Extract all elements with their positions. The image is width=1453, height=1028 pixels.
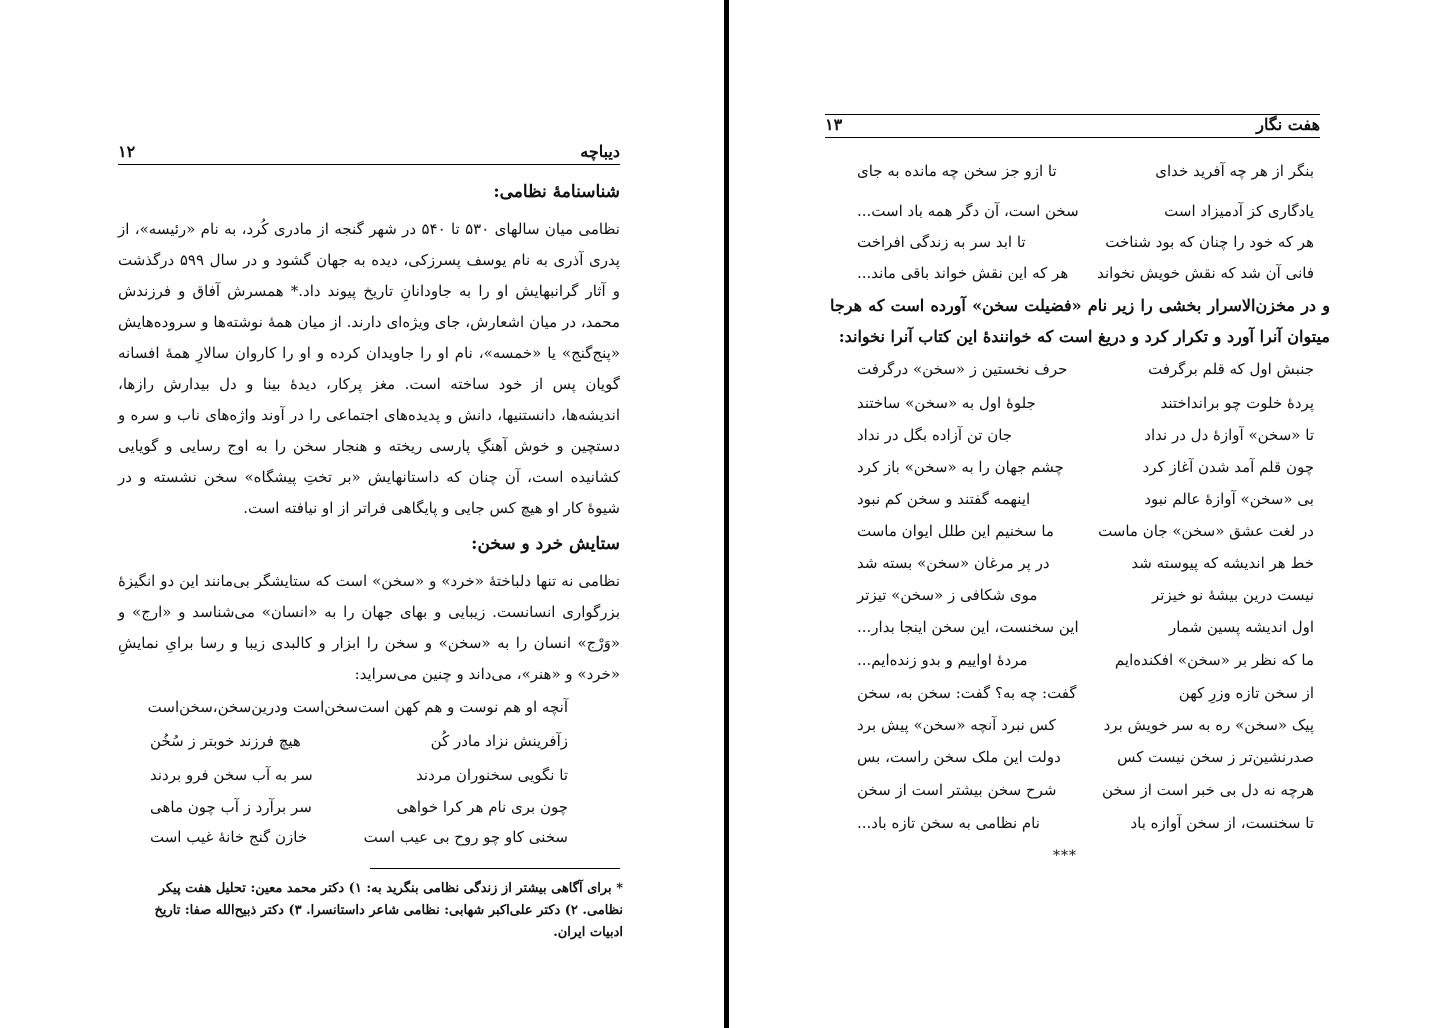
- hemistich: هیچ فرزند خوبتر ز سُخُن: [150, 732, 301, 750]
- couplet: [857, 156, 1314, 187]
- hemistich: بی «سخن» آوازهٔ عالم نبود: [1144, 490, 1314, 508]
- hemistich: چون قلم آمد شدن آغاز کرد: [1142, 458, 1314, 476]
- right-page: [730, 0, 1453, 1028]
- couplet: [857, 742, 1314, 773]
- couplet: [857, 258, 1314, 289]
- hemistich: حرف نخستین ز «سخن» درگرفت: [857, 360, 1068, 378]
- hemistich: پیک «سخن» ره به سر خویش برد: [1103, 716, 1314, 734]
- hemistich: نیست درین بیشهٔ نو خیزتر: [1152, 586, 1314, 604]
- section-title-praise: ستایش خرد و سخن:: [471, 534, 620, 554]
- couplet: [857, 808, 1314, 839]
- couplet: [857, 612, 1314, 643]
- couplet: [857, 548, 1314, 579]
- hemistich: هرچه نه دل بی خبر است از سخن: [1102, 781, 1314, 799]
- couplet: [857, 227, 1314, 258]
- praise-paragraph: نظامی نه تنها دلباختهٔ «خرد» و «سخن» است که ستایشگر بی‌مانند این دو انگیزهٔ بزرگواری انسانست. زیبایی و بهای جهان را به «انسان» می‌شناسد و «ارج» و «وَرْج» انسان را به «سخن» و سخن را ابزار و کالبدی زیبا و رسا برایِ نمایشِ «خرد» و «هنر»، می‌داند و چنین می‌سراید:: [118, 572, 620, 683]
- hemistich: سر برآرد ز آب چون ماهی: [150, 798, 312, 816]
- hemistich: خط هر اندیشه که پیوسته شد: [1131, 554, 1314, 572]
- hemistich: جان تن آزاده بگل در نداد: [857, 426, 1013, 444]
- couplet: [857, 580, 1314, 611]
- couplet: [150, 792, 568, 823]
- hemistich: در لغت عشق «سخن» جان ماست: [1098, 522, 1314, 540]
- hemistich: شرح سخن بیشتر است از سخن: [857, 781, 1057, 799]
- hemistich: فانی آن شد که نقش خویش نخواند: [1097, 264, 1314, 282]
- hemistich: خازن گنج خانهٔ غیب است: [150, 828, 308, 846]
- hemistich: جلوهٔ اول به «سخن» ساختند: [857, 394, 1036, 412]
- hemistich: تا «سخن» آوازهٔ دل در نداد: [1144, 426, 1314, 444]
- couplet: [857, 775, 1314, 806]
- hemistich: جنبش اول که قلم برگرفت: [1148, 360, 1314, 378]
- hemistich: چشم جهان را به «سخن» باز کرد: [857, 458, 1064, 476]
- hemistich: چون بری نام هر کرا خواهی: [396, 798, 568, 816]
- hemistich: پردهٔ خلوت چو برانداختند: [1160, 394, 1314, 412]
- hemistich: سخنی کاو چو روح بی عیب است: [363, 828, 568, 846]
- left-running-title: دیباچه: [580, 142, 620, 161]
- hemistich: صدرنشین‌تر ز سخن نیست کس: [1117, 748, 1314, 766]
- hemistich: بنگر از هر چه آفرید خدای: [1155, 162, 1314, 180]
- couplet: [857, 354, 1314, 385]
- couplet: [857, 388, 1314, 419]
- biography-paragraph: نظامی میان سالهای ۵۳۰ تا ۵۴۰ در شهر گنجه از مادری کُرد، به نام «رئیسه»، از پدری آذری به نام یوسف پسرزکی، دیده به جهان گشود و در سال ۵۹۹ درگذشت و آثار گرانبهایش او را به جاودانانِ تاریخ پیوند داد.* همسرش آفاق و فرزندش محمد، در میان اشعارش، جای ویژه‌ای دارند. از میان همهٔ نوشته‌ها و سروده‌هایش «پنج‌گنج» یا «خمسه»، نام او را جاویدان کرده و او را کاروان سالارِ همهٔ افسانه گویان پس از خود ساخته است. مغز پرکار، دیدهٔ بینا و دل بیدارش رازها، اندیشه‌ها، دانستنیها، دانش و پدیده‌های اجتماعی را در آوند واژه‌های ناب و سره و دستچین و خوش آهنگِ پارسی ریخته و هنجار سخن را به اوج رسایی و گویایی کشانیده است، آن چنان که داستانهایش «بر تختِ پیشگاه» سخن نشسته و در شیوهٔ کار او هیچ کس جایی و پایگاهی فراتر از او نیافته است.: [118, 220, 620, 517]
- section-title-biography: شناسنامهٔ نظامی:: [493, 182, 620, 202]
- hemistich: از سخن تازه وزرِ کهن: [1178, 684, 1314, 702]
- couplet: [857, 516, 1314, 547]
- hemistich: هر که این نقش خواند باقی ماند...: [857, 264, 1069, 282]
- couplet: [150, 822, 568, 853]
- left-page: [0, 0, 726, 1028]
- section-ornament: ***: [1053, 848, 1077, 864]
- hemistich: ما سخنیم این طلل ایوان ماست: [857, 522, 1054, 540]
- hemistich: آنچه او هم نوست و هم کهن است: [357, 698, 568, 716]
- hemistich: این سخنست، این سخن اینجا بدار...: [857, 618, 1079, 636]
- hemistich: اول اندیشه پسین شمار: [1169, 618, 1314, 636]
- hemistich: سخن است، آن دگر همه باد است...: [857, 202, 1079, 220]
- footnote-rule: [370, 868, 620, 869]
- hemistich: اینهمه گفتند و سخن کم نبود: [857, 490, 1031, 508]
- couplet: [150, 726, 568, 757]
- hemistich: تا ازو جز سخن چه مانده به جای: [857, 162, 1057, 180]
- hemistich: دولت این ملک سخن راست، بس: [857, 748, 1061, 766]
- couplet: [857, 484, 1314, 515]
- couplet: [857, 710, 1314, 741]
- couplet: [857, 452, 1314, 483]
- hemistich: ما که نظر بر «سخن» افکنده‌ایم: [1114, 651, 1314, 669]
- right-page-header: [825, 114, 1320, 138]
- left-page-number: ۱۲: [118, 142, 136, 161]
- couplet: [147, 692, 568, 723]
- hemistich: مردهٔ اواییم و بدو زنده‌ایم...: [857, 651, 1028, 669]
- hemistich: سر به آب سخن فرو بردند: [150, 766, 313, 784]
- intro-prose: و در مخزن‌الاسرار بخشی را زیر نام «فضیلت سخن» آورده است که هرجا میتوان آنرا آورد و تکرار کرد و دریغ است که خوانندهٔ این کتاب آنرا نخواند:: [830, 296, 1330, 346]
- hemistich: سخن‌است ودرین‌سخن،سخن‌است: [147, 698, 358, 716]
- left-page-header: [118, 142, 620, 165]
- hemistich: تا سخنست، از سخن آوازه باد: [1130, 814, 1314, 832]
- right-running-title: هفت نگار: [1256, 115, 1320, 134]
- couplet: [857, 645, 1314, 676]
- hemistich: تا نگویی سخنوران مردند: [416, 766, 568, 784]
- hemistich: نام نظامی به سخن تازه باد...: [857, 814, 1040, 832]
- hemistich: یادگاری کز آدمیزاد است: [1164, 202, 1314, 220]
- couplet: [857, 420, 1314, 451]
- hemistich: در پر مرغان «سخن» بسته شد: [857, 554, 1050, 572]
- hemistich: تا ابد سر به زندگی افراخت: [857, 233, 1026, 251]
- couplet: [857, 196, 1314, 227]
- hemistich: گفت: چه به؟ گفت: سخن به، سخن: [857, 684, 1077, 702]
- right-page-number: ۱۳: [825, 115, 843, 134]
- couplet: [150, 760, 568, 791]
- footnote: * برای آگاهی بیشتر از زندگی نظامی بنگرید به: ۱) دکتر محمد معین: تحلیل هفت پیکر نظامی. ۲) دکتر علی‌اکبر شهابی: نظامی شاعر داستانسرا. ۳) دکتر ذبیح‌الله صفا: تاریخ ادبیات ایران.: [154, 881, 623, 940]
- hemistich: کس نبرد آنچه «سخن» پیش برد: [857, 716, 1056, 734]
- hemistich: زآفرینش نزاد مادر کُن: [430, 732, 568, 750]
- hemistich: هر که خود را چنان که بود شناخت: [1105, 233, 1314, 251]
- couplet: [857, 678, 1314, 709]
- hemistich: موی شکافی ز «سخن» تیزتر: [857, 586, 1038, 604]
